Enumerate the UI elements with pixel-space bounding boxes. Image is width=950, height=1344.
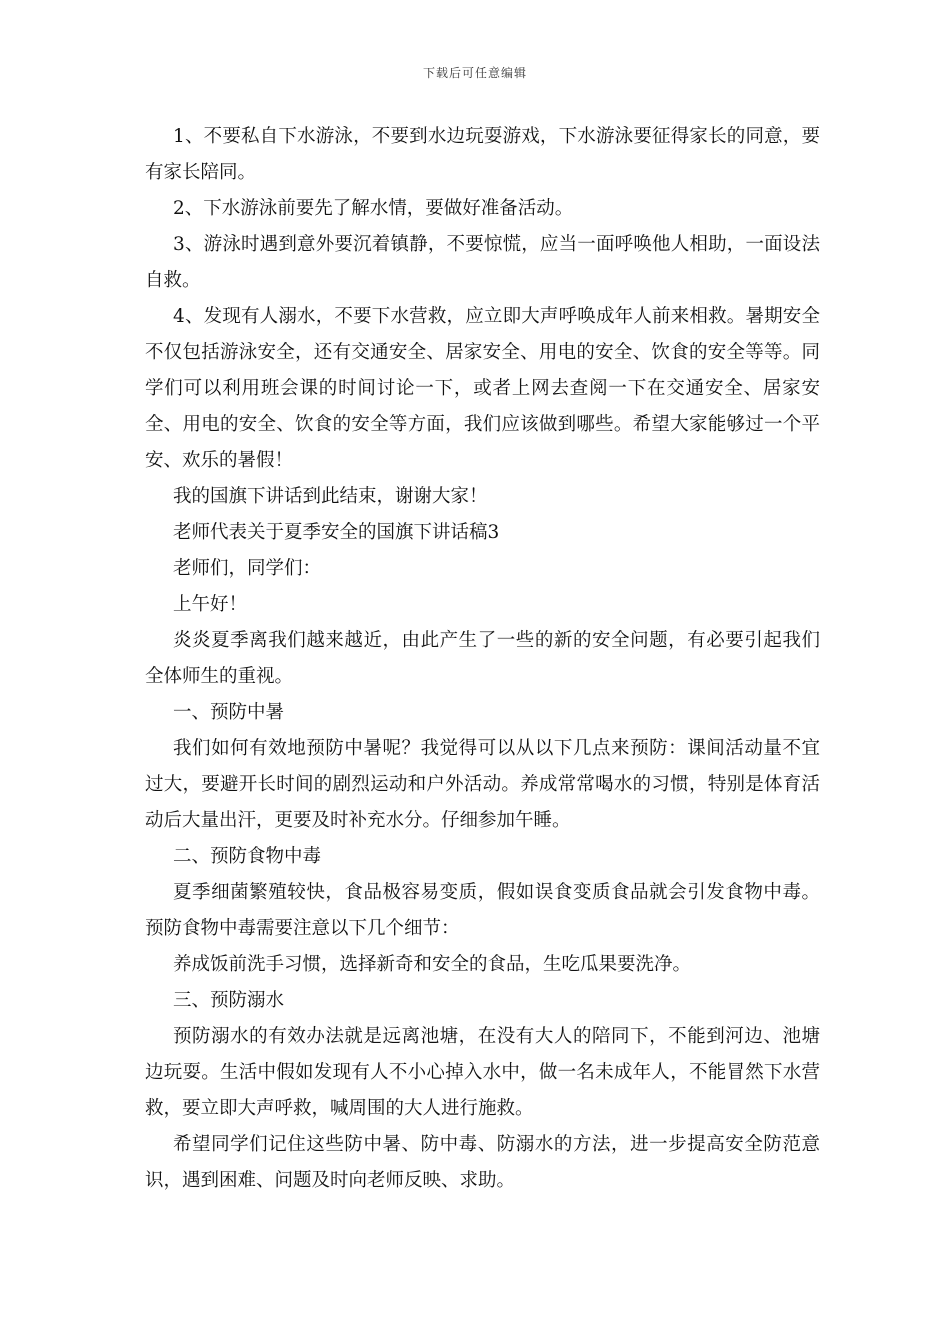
paragraph: 4、发现有人溺水，不要下水营救，应立即大声呼唤成年人前来相救。暑期安全不仅包括游泳安全，还有交通安全、居家安全、用电的安全、饮食的安全等等。同学们可以利用班会课的时间讨论一下，或者上网去查阅一下在交通安全、居家安全、用电的安全、饮食的安全等方面，我们应该做到哪些。希望大家能够过一个平安、欢乐的暑假！ xyxy=(145,306,820,471)
paragraph: 预防溺水的有效办法就是远离池塘，在没有大人的陪同下，不能到河边、池塘边玩耍。生活中假如发现有人不小心掉入水中，做一名未成年人，不能冒然下水营救，要立即大声呼救，喊周围的大人进行施救。 xyxy=(145,1026,820,1119)
paragraph: 我们如何有效地预防中暑呢？我觉得可以从以下几点来预防：课间活动量不宜过大，要避开长时间的剧烈运动和户外活动。养成常常喝水的习惯，特别是体育活动后大量出汗，更要及时补充水分。仔细参加午睡。 xyxy=(145,738,820,831)
paragraph: 养成饭前洗手习惯，选择新奇和安全的食品，生吃瓜果要洗净。 xyxy=(173,954,692,975)
section-heading: 一、预防中暑 xyxy=(173,702,285,723)
paragraph: 2、下水游泳前要先了解水情，要做好准备活动。 xyxy=(173,198,574,219)
section-heading: 二、预防食物中毒 xyxy=(173,846,322,867)
page-header: 下载后可任意编辑 xyxy=(422,66,527,80)
section-title: 老师代表关于夏季安全的国旗下讲话稿3 xyxy=(173,522,500,543)
paragraph: 夏季细菌繁殖较快，食品极容易变质，假如误食变质食品就会引发食物中毒。预防食物中毒需要注意以下几个细节： xyxy=(145,882,820,939)
salutation: 老师们，同学们： xyxy=(173,558,322,579)
paragraph: 我的国旗下讲话到此结束，谢谢大家！ xyxy=(173,486,488,507)
paragraph: 3、游泳时遇到意外要沉着镇静，不要惊慌，应当一面呼唤他人相助，一面设法自救。 xyxy=(145,234,820,291)
paragraph: 炎炎夏季离我们越来越近，由此产生了一些的新的安全问题，有必要引起我们全体师生的重视。 xyxy=(145,630,820,687)
paragraph: 1、不要私自下水游泳，不要到水边玩耍游戏，下水游泳要征得家长的同意，要有家长陪同。 xyxy=(145,126,820,183)
document-body xyxy=(145,119,820,1199)
greeting: 上午好！ xyxy=(173,594,248,615)
section-heading: 三、预防溺水 xyxy=(173,990,285,1011)
paragraph: 希望同学们记住这些防中暑、防中毒、防溺水的方法，进一步提高安全防范意识，遇到困难、问题及时向老师反映、求助。 xyxy=(145,1134,820,1191)
